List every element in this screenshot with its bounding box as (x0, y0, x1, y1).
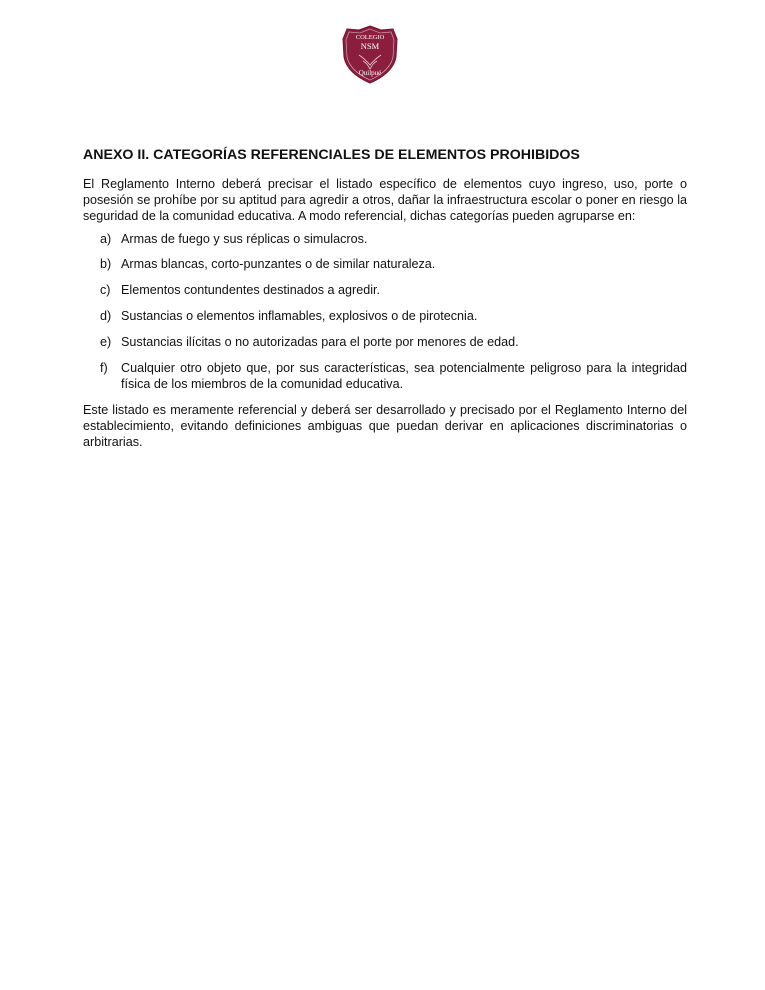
shield-icon (341, 25, 399, 85)
school-logo (341, 25, 399, 85)
list-item (83, 256, 687, 272)
list-item-marker: b) (100, 257, 112, 272)
document-body (83, 146, 687, 450)
list-item-text: Armas de fuego y sus réplicas o simulacros. (121, 231, 368, 246)
list-item-marker: a) (100, 231, 112, 246)
closing-paragraph: Este listado es meramente referencial y deberá ser desarrollado y precisado por el Reglamento Interno del establecimiento, evitando definiciones ambiguas que puedan derivar en aplicaciones discriminatorias o arbitrarias. (83, 402, 687, 449)
list-item-marker: f) (100, 360, 108, 375)
list-item (83, 282, 687, 298)
list-item-marker: c) (100, 283, 111, 298)
list-item-marker: d) (100, 309, 112, 323)
list-item (83, 308, 687, 324)
list-item-marker: e) (100, 334, 112, 349)
logo-line-1: COLEGIO (355, 34, 385, 41)
list-item-text: Elementos contundentes destinados a agredir. (121, 283, 381, 298)
list-item-text: Armas blancas, corto-punzantes o de similar naturaleza. (121, 257, 436, 272)
intro-paragraph: El Reglamento Interno deberá precisar el listado específico de elementos cuyo ingreso, uso, porte o posesión se prohíbe por su aptitud para agredir a otros, dañar la infraestructura escolar o poner en riesgo la seguridad de la comunidad educativa. A modo referencial, dichas categorías pueden agruparse en: (83, 177, 687, 224)
category-list (83, 231, 687, 392)
list-item-text: Sustancias ilícitas o no autorizadas para el porte por menores de edad. (121, 334, 519, 349)
list-item (83, 334, 687, 350)
list-item-text: Cualquier otro objeto que, por sus características, sea potencialmente peligroso para la integridad física de los miembros de la comunidad educativa. (121, 360, 687, 391)
list-item (83, 231, 687, 247)
list-item-text: Sustancias o elementos inflamables, explosivos o de pirotecnia. (121, 309, 478, 323)
logo-line-3: Quilpué (358, 69, 382, 77)
list-item (83, 360, 687, 392)
logo-line-2: NSM (360, 41, 380, 51)
page-title: ANEXO II. CATEGORÍAS REFERENCIALES DE ELEMENTOS PROHIBIDOS (83, 147, 580, 163)
